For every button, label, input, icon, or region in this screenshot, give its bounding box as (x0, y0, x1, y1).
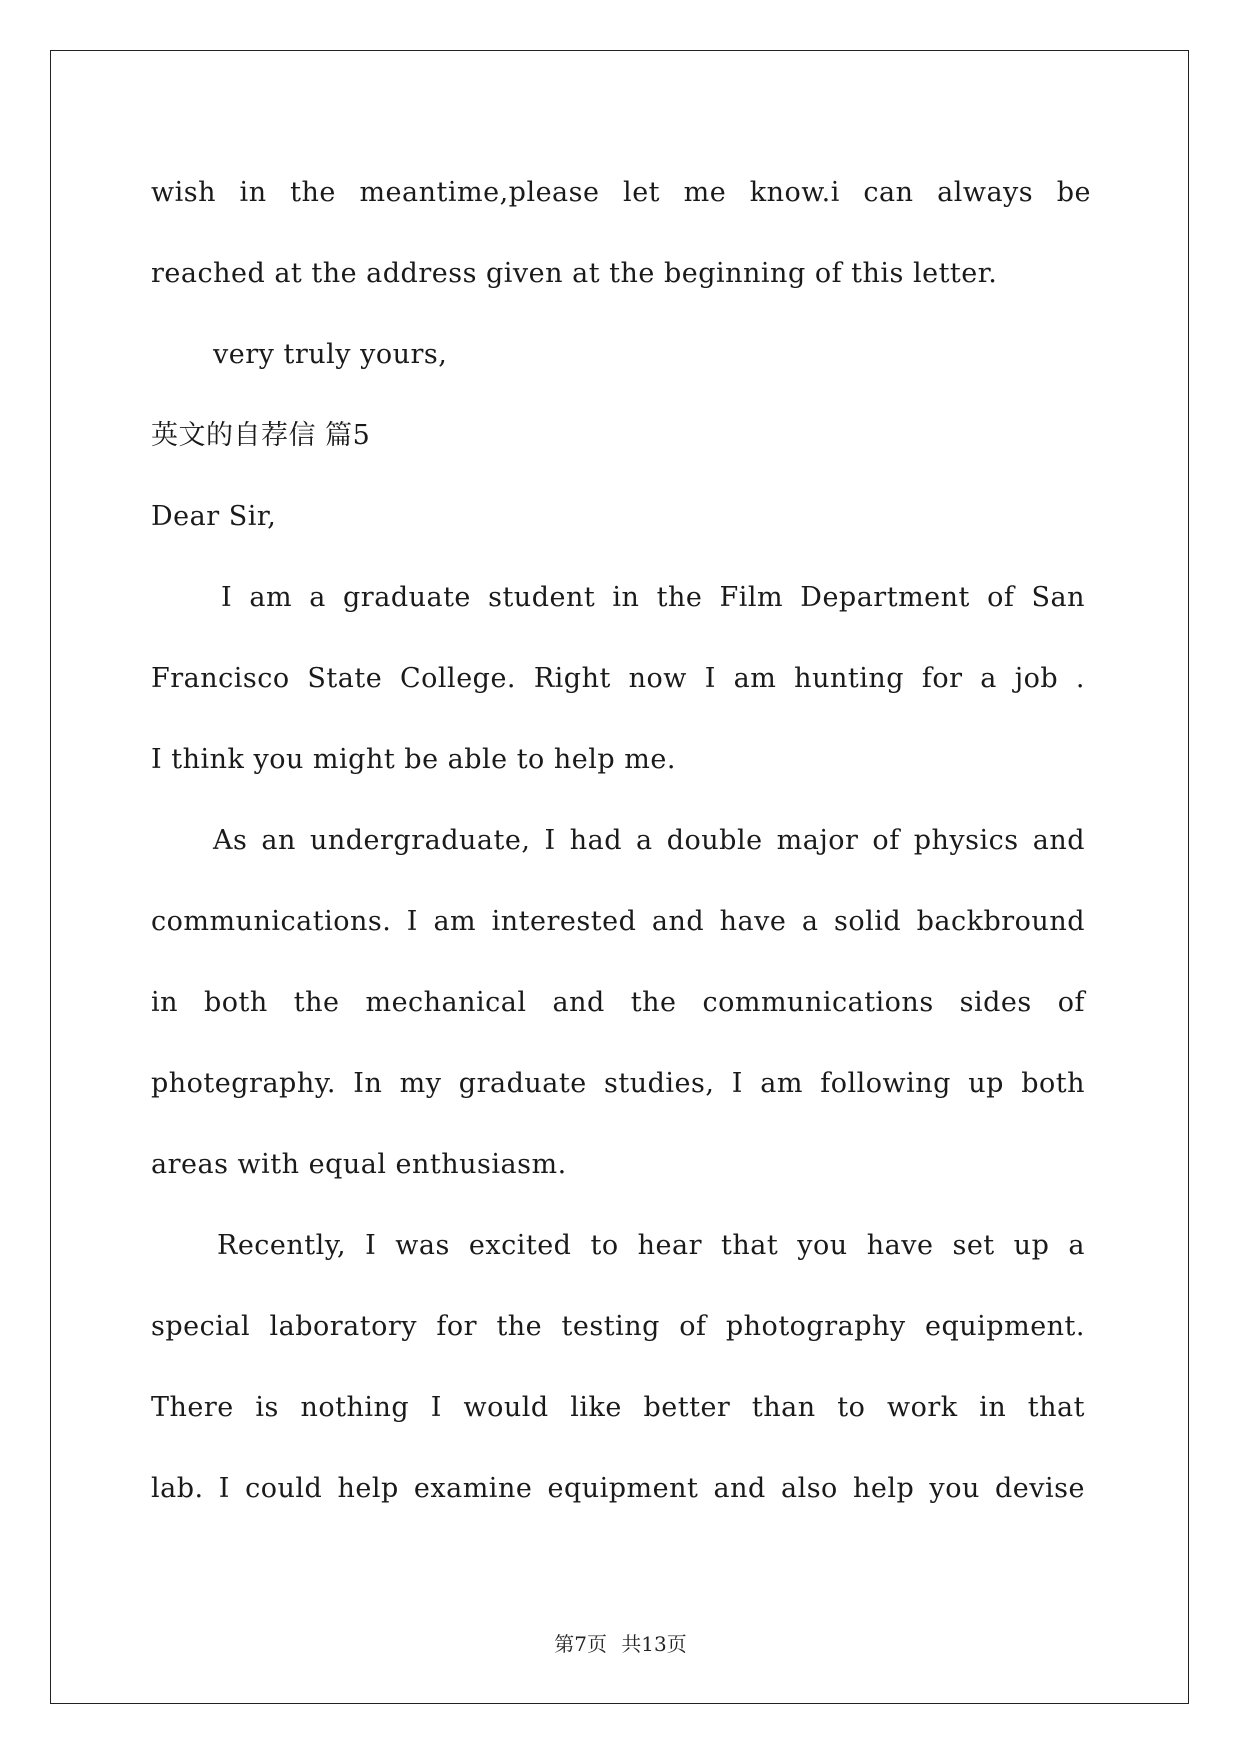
text-line: There is nothing I would like better than to work in that (151, 1392, 1085, 1423)
text-line: As an undergraduate, I had a double major of physics and (213, 825, 1085, 856)
text-line: wish in the meantime,please let me know.i can always be (151, 177, 1091, 208)
text-line: areas with equal enthusiasm. (151, 1149, 567, 1180)
page-total: 共13页 (621, 1632, 687, 1656)
salutation: Dear Sir, (151, 501, 277, 532)
page-number: 第7页 (554, 1632, 607, 1656)
text-line: in both the mechanical and the communications sides of (151, 987, 1085, 1018)
text-line: communications. I am interested and have a solid backbround (151, 906, 1085, 937)
text-line: I am a graduate student in the Film Department of San (221, 582, 1085, 613)
text-line: special laboratory for the testing of photography equipment. (151, 1311, 1085, 1342)
page-border (50, 50, 1189, 1704)
page-footer (0, 1628, 1241, 1657)
text-line: I think you might be able to help me. (151, 744, 676, 775)
text-line: Francisco State College. Right now I am hunting for a job . (151, 663, 1085, 694)
text-line: Recently, I was excited to hear that you have set up a (217, 1230, 1085, 1261)
text-line: photegraphy. In my graduate studies, I am following up both (151, 1068, 1085, 1099)
closing-line: very truly yours, (213, 339, 448, 370)
text-line: reached at the address given at the beginning of this letter. (151, 258, 998, 289)
text-line: lab. I could help examine equipment and also help you devise (151, 1473, 1085, 1504)
section-heading: 英文的自荐信 篇5 (151, 420, 371, 451)
